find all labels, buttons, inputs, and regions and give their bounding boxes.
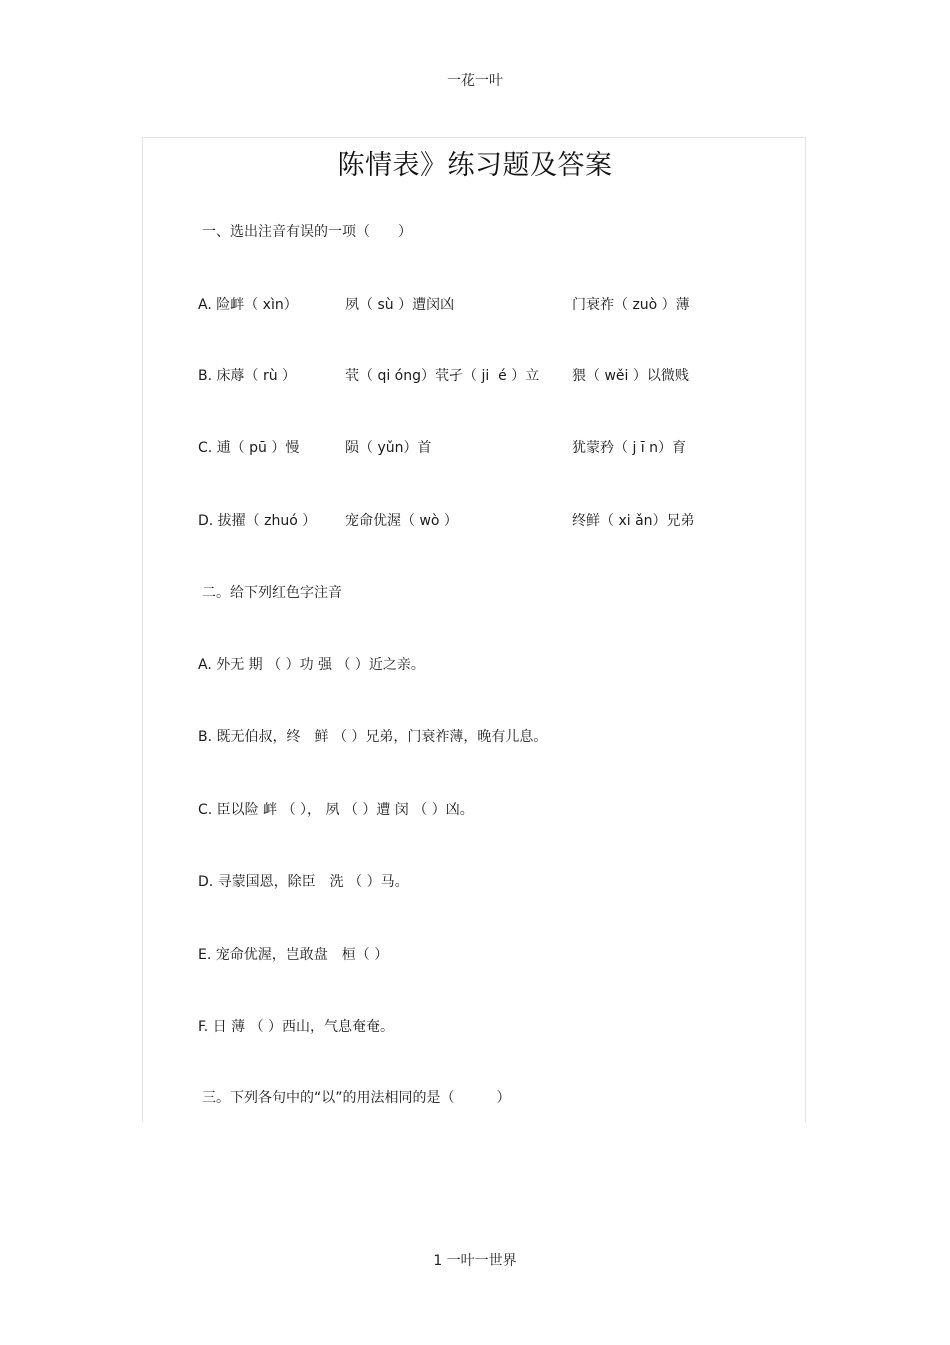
option-a-col2: 夙（ sù ）遭闵凶 [345, 297, 455, 313]
option-c-col3: 犹蒙矜（ j ī n）育 [572, 440, 687, 456]
option-a-col1: A. 险衅（ xìn） [198, 297, 298, 313]
option-d-col3: 终鲜（ xi ǎn）兄弟 [572, 513, 695, 529]
section3-heading: 三。下列各句中的“以”的用法相同的是（ ） [202, 1090, 511, 1106]
option-c-col1: C. 逋（ pū ）慢 [198, 440, 300, 456]
page-frame [142, 137, 806, 1122]
option-b-col3: 猥（ wěi ）以微贱 [572, 368, 689, 384]
document-title: 陈情表》练习题及答案 [337, 150, 613, 181]
option-a-col3: 门衰祚（ zuò ）薄 [572, 297, 690, 313]
page-header: 一花一叶 [447, 73, 503, 89]
section2-item-f: F. 日 薄 （ ）西山，气息奄奄。 [198, 1019, 395, 1035]
page-footer: 1 一叶一世界 [433, 1253, 517, 1269]
section2-item-d: D. 寻蒙国恩，除臣 洗 （ ）马。 [198, 874, 409, 890]
option-b-col1: B. 床蓐（ rù ） [198, 368, 297, 384]
option-c-col2: 陨（ yǔn）首 [345, 440, 432, 456]
section2-item-b: B. 既无伯叔，终 鲜 （ ）兄弟，门衰祚薄，晚有儿息。 [198, 729, 548, 745]
option-b-col2: 茕（ qi óng）茕孑（ ji é ）立 [345, 368, 540, 384]
section2-item-e: E. 宠命优渥，岂敢盘 桓（ ） [198, 947, 389, 963]
option-d-col1: D. 拔擢（ zhuó ） [198, 513, 317, 529]
option-d-col2: 宠命优渥（ wò ） [345, 513, 458, 529]
section2-heading: 二。给下列红色字注音 [202, 585, 342, 601]
section2-item-a: A. 外无 期 （ ）功 强 （ ）近之亲。 [198, 657, 425, 673]
section1-heading: 一、选出注音有误的一项（ ） [202, 224, 412, 240]
section2-item-c: C. 臣以险 衅 （ ）， 夙 （ ）遭 闵 （ ）凶。 [198, 802, 474, 818]
